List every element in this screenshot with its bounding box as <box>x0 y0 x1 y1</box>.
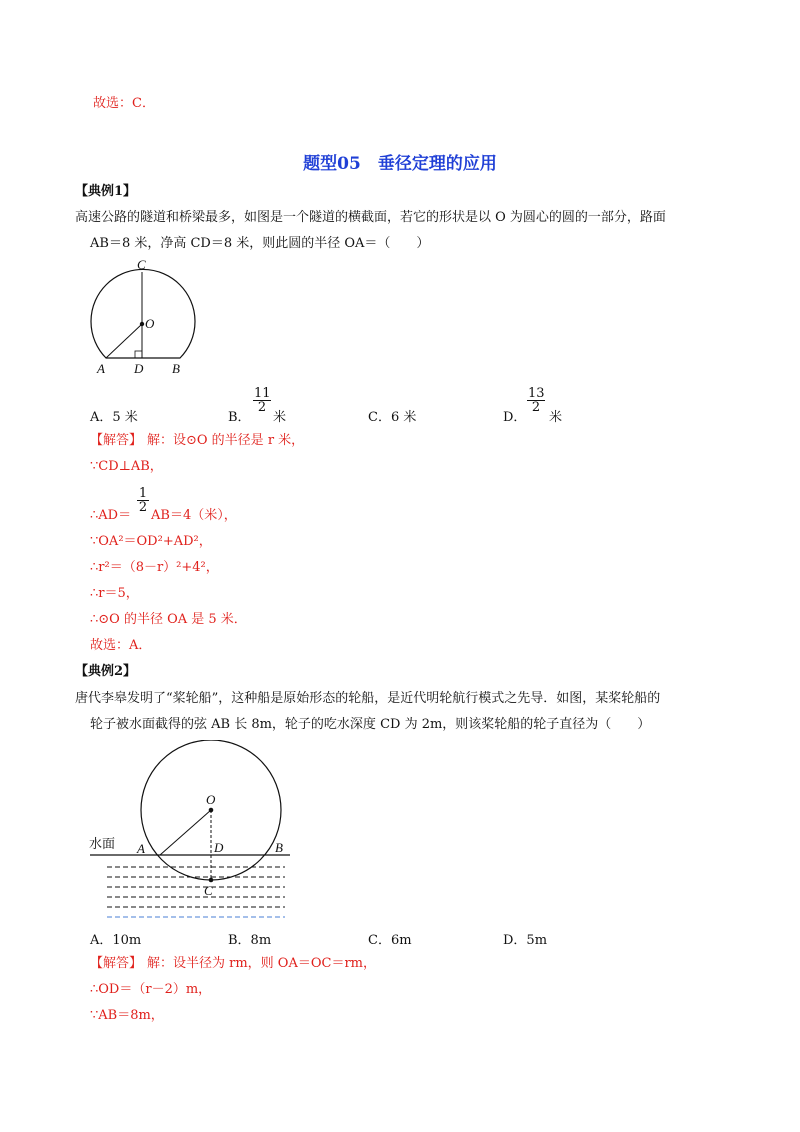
segment-oa <box>160 810 211 855</box>
option-b-denominator: 2 <box>257 400 267 415</box>
example-1-question-line-2: AB＝8 米，净高 CD＝8 米，则此圆的半径 OA＝（ ） <box>90 236 430 251</box>
label-o: O <box>206 792 216 807</box>
option-b-fraction <box>253 387 271 414</box>
solution-1-fraction <box>137 487 149 514</box>
solution-1-line-2: ∵CD⊥AB， <box>90 459 163 474</box>
example-2-label: 【典例2】 <box>75 664 137 679</box>
label-a: A <box>97 361 105 376</box>
previous-answer: 故选：C． <box>93 96 155 111</box>
solution-1-tag: 【解答】 <box>90 433 143 448</box>
center-point-o <box>209 808 214 813</box>
solution-1-line-8: 故选：A． <box>90 638 152 653</box>
option-d: D．5m <box>503 933 548 948</box>
label-c: C <box>137 257 146 272</box>
option-d-prefix: D． <box>503 410 527 425</box>
label-o: O <box>145 316 155 331</box>
tunnel-figure <box>80 255 220 380</box>
solution-1-line-3-pre: ∴AD＝ <box>90 508 132 523</box>
segment-oa <box>106 324 142 358</box>
solution-1-line-6: ∴r＝5， <box>90 586 139 601</box>
solution-2-line-2: ∴OD＝（r－2）m， <box>90 982 212 997</box>
section-title: 题型05 垂径定理的应用 <box>303 154 497 174</box>
label-b: B <box>172 361 180 376</box>
label-a: A <box>137 841 145 856</box>
example-1-label: 【典例1】 <box>75 184 137 199</box>
label-water-surface: 水面 <box>89 836 116 851</box>
example-1-question-line-1: 高速公路的隧道和桥梁最多，如图是一个隧道的横截面，若它的形状是以 O 为圆心的圆的一部分，路面 <box>75 210 666 225</box>
option-d-numerator: 13 <box>528 386 545 401</box>
solution-2-line-3: ∵AB＝8m， <box>90 1008 164 1023</box>
point-c <box>209 878 214 883</box>
option-d-fraction <box>527 387 545 414</box>
option-c: C．6m <box>368 933 412 948</box>
example-2-question-line-1: 唐代李皋发明了“桨轮船”，这种船是原始形态的轮船，是近代明轮航行模式之先导．如图，某桨轮船的 <box>75 691 661 706</box>
solution-1-line-5: ∴r²＝（8－r）²+4²， <box>90 560 219 575</box>
label-d: D <box>214 840 224 855</box>
center-point-o <box>140 322 144 326</box>
solution-1-line-7: ∴⊙O 的半径 OA 是 5 米． <box>90 612 247 627</box>
example-2-question-line-2: 轮子被水面截得的弦 AB 长 8m，轮子的吃水深度 CD 为 2m，则该桨轮船的轮子直径为（ ） <box>90 717 651 732</box>
solution-2-line-1: 解：设半径为 rm，则 OA＝OC＝rm， <box>147 956 376 971</box>
tunnel-arc <box>91 269 195 358</box>
option-d-denominator: 2 <box>531 400 541 415</box>
label-d: D <box>134 361 144 376</box>
solution-1-denominator: 2 <box>138 500 148 515</box>
label-c: C <box>204 883 213 898</box>
solution-1-line-1: 解：设⊙O 的半径是 r 米， <box>147 433 305 448</box>
right-angle-mark <box>135 351 142 358</box>
option-b-prefix: B． <box>228 410 251 425</box>
option-c: C．6 米 <box>368 410 417 425</box>
option-b: B．8m <box>228 933 272 948</box>
solution-1-numerator: 1 <box>138 486 148 501</box>
solution-2-tag: 【解答】 <box>90 956 143 971</box>
option-d-unit: 米 <box>549 410 563 425</box>
option-b-numerator: 11 <box>254 386 271 401</box>
option-a: A．5 米 <box>90 410 138 425</box>
solution-1-line-4: ∵OA²＝OD²+AD²， <box>90 534 212 549</box>
label-b: B <box>275 840 283 855</box>
paddle-wheel-figure <box>85 740 300 920</box>
option-a: A．10m <box>90 933 142 948</box>
option-b-unit: 米 <box>273 410 287 425</box>
solution-1-line-3-post: AB＝4（米）， <box>151 508 237 523</box>
